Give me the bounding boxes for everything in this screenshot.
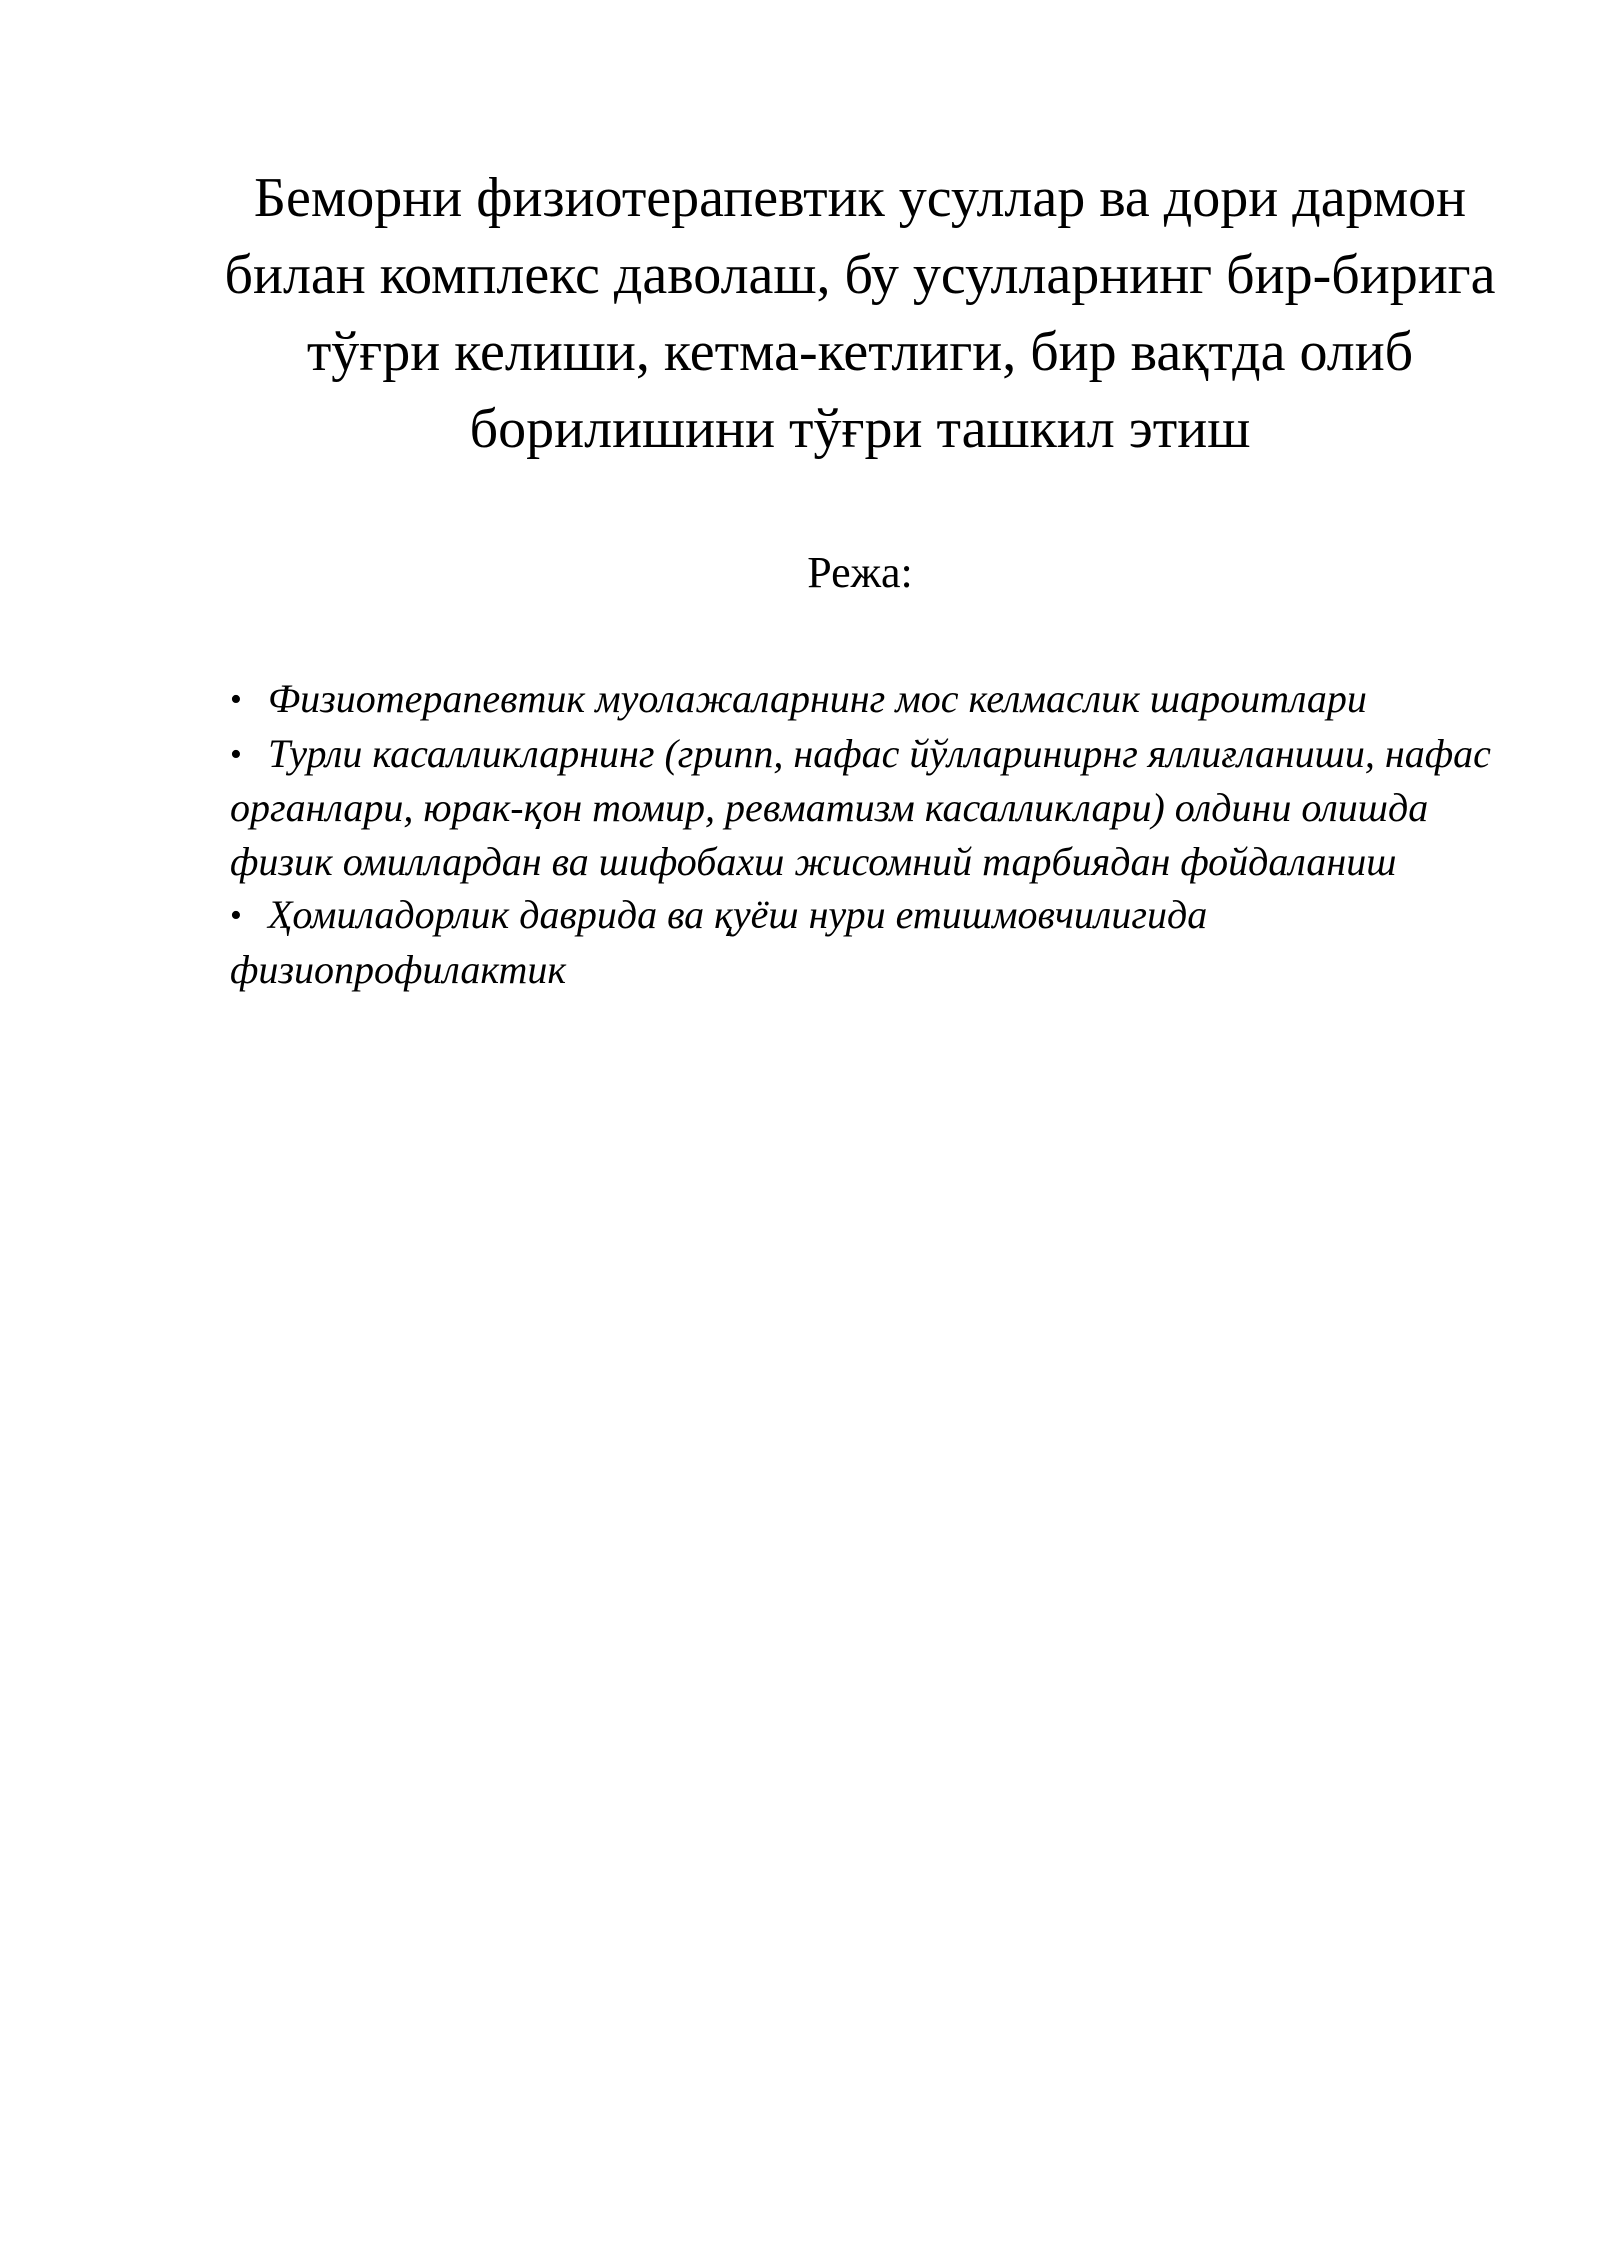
- list-item-text: Турли касалликларнинг (грипп, нафас йўлларинирнг яллиғланиши, нафас органлари, юрак-қон томир, ревматизм касалликлари) олдини олишда физик омиллардан ва шифобахш жисомний тарбиядан фойдаланиш: [230, 730, 1491, 884]
- plan-heading: Режа:: [807, 548, 913, 597]
- bullet-icon: •: [230, 897, 242, 934]
- list-item: [230, 727, 1520, 889]
- list-item-text: Физиотерапевтик муолажаларнинг мос келмаслик шароитлари: [268, 676, 1367, 721]
- bullet-icon: •: [230, 681, 242, 718]
- plan-list: [230, 672, 1520, 996]
- list-item: [230, 672, 1520, 727]
- bullet-icon: •: [230, 735, 242, 773]
- document-title: Беморни физиотерапевтик усуллар ва дори дармон билан комплекс даволаш, бу усулларнинг бир-бирига тўғри келиши, кетма-кетлиги, бир вақтда олиб борилишини тўғри ташкил этиш: [224, 167, 1496, 460]
- list-item-text: Ҳомиладорлик даврида ва қуёш нури етишмовчилигида физиопрофилактик: [230, 892, 1208, 992]
- list-item: [230, 888, 1520, 996]
